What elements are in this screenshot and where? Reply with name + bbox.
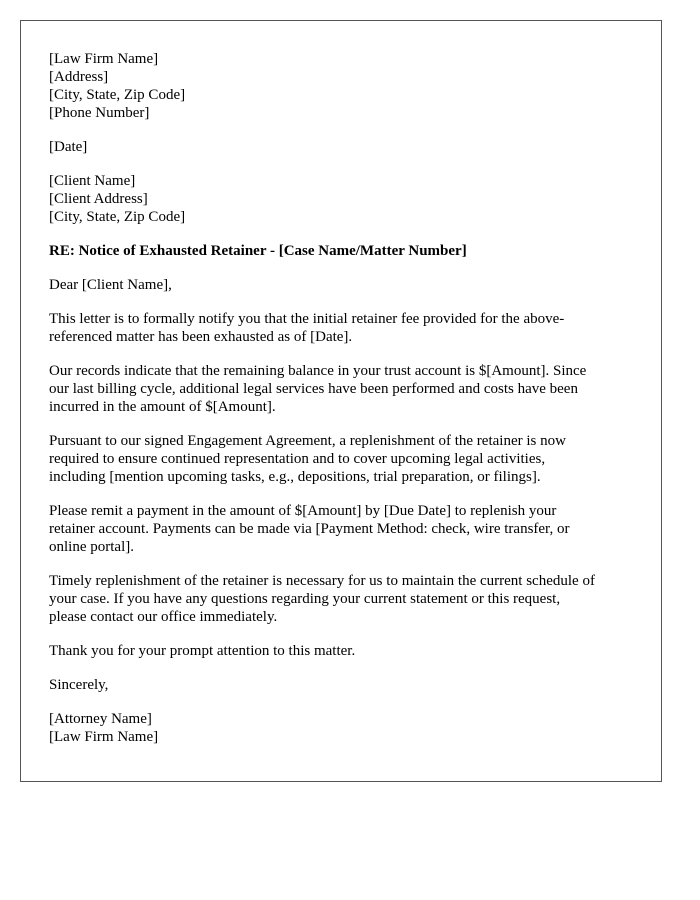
body-line: please contact our office immediately. <box>49 609 278 625</box>
body-line: Our records indicate that the remaining balance in your trust account is $[Amount]. Since <box>49 363 587 379</box>
body-line: online portal]. <box>49 539 134 555</box>
date <box>49 138 633 156</box>
body-line: retainer account. Payments can be made via [Payment Method: check, wire transfer, or <box>49 521 570 537</box>
recipient-line: [Client Name] <box>49 173 136 189</box>
body-line: Timely replenishment of the retainer is necessary for us to maintain the current schedule of <box>49 573 595 589</box>
body-paragraph <box>49 310 633 346</box>
recipient-line: [Client Address] <box>49 191 148 207</box>
letter-body <box>49 310 633 660</box>
body-paragraph <box>49 642 633 660</box>
recipient-line: [City, State, Zip Code] <box>49 209 186 225</box>
subject-line: RE: Notice of Exhausted Retainer - [Case Name/Matter Number] <box>49 243 467 259</box>
sender-line: [Phone Number] <box>49 105 150 121</box>
body-line: your case. If you have any questions regarding your current statement or this request, <box>49 591 561 607</box>
body-line: referenced matter has been exhausted as of [Date]. <box>49 329 353 345</box>
signature-line: [Law Firm Name] <box>49 729 159 745</box>
sender-line: [Address] <box>49 69 109 85</box>
body-line: our last billing cycle, additional legal services have been performed and costs have been <box>49 381 578 397</box>
sender-block <box>49 50 633 122</box>
body-line: Pursuant to our signed Engagement Agreement, a replenishment of the retainer is now <box>49 433 566 449</box>
letter <box>20 20 662 782</box>
body-paragraph <box>49 362 633 416</box>
body-line: incurred in the amount of $[Amount]. <box>49 399 276 415</box>
sender-line: [Law Firm Name] <box>49 51 159 67</box>
signature-block <box>49 710 633 746</box>
salutation: Dear [Client Name], <box>49 277 172 293</box>
sender-line: [City, State, Zip Code] <box>49 87 186 103</box>
closing: Sincerely, <box>49 677 109 693</box>
body-line: Thank you for your prompt attention to this matter. <box>49 643 356 659</box>
signature-line: [Attorney Name] <box>49 711 152 727</box>
body-paragraph <box>49 502 633 556</box>
recipient-block <box>49 172 633 226</box>
body-line: This letter is to formally notify you that the initial retainer fee provided for the above- <box>49 311 565 327</box>
body-paragraph <box>49 572 633 626</box>
body-line: including [mention upcoming tasks, e.g., depositions, trial preparation, or filings]. <box>49 469 541 485</box>
date-line: [Date] <box>49 139 88 155</box>
body-paragraph <box>49 432 633 486</box>
body-line: required to ensure continued representation and to cover upcoming legal activities, <box>49 451 546 467</box>
body-line: Please remit a payment in the amount of $[Amount] by [Due Date] to replenish your <box>49 503 557 519</box>
